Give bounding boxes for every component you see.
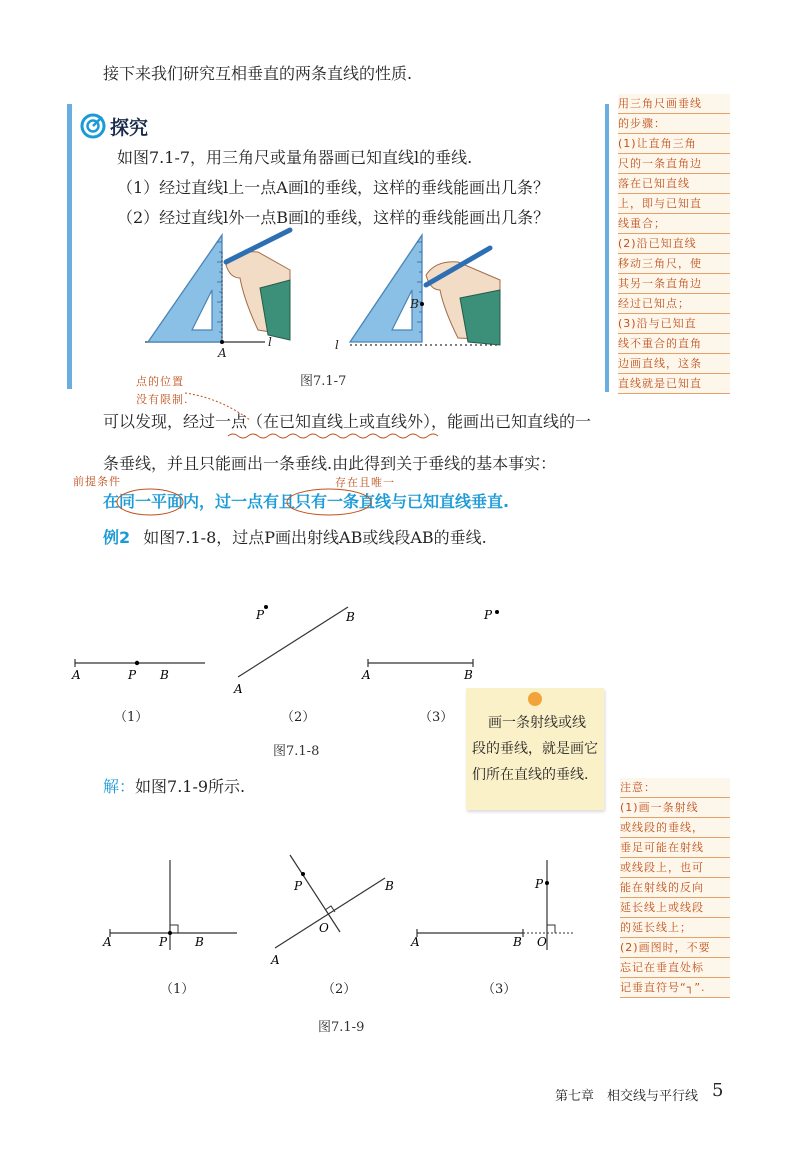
- side-note-1-line: 边画直线，这条: [618, 357, 702, 370]
- fig9-3-A: A: [411, 935, 420, 949]
- explore-item-2: （2）经过直线l外一点B画l的垂线，这样的垂线能画出几条？: [117, 208, 550, 227]
- side-note-2-line: 的延长线上；: [620, 921, 692, 934]
- fig8-2-B: B: [346, 610, 355, 624]
- explore-question: 如图7.1-7，用三角尺或量角器画已知直线l的垂线.: [117, 148, 473, 167]
- side-note-2-line: (2)画图时，不要: [620, 941, 711, 954]
- side-note-1-line: 线重合；: [618, 217, 666, 230]
- fig-label-A: A: [218, 346, 227, 360]
- side-note-1-line: (3)沿与已知直: [618, 317, 697, 330]
- fig9-1-B: B: [195, 935, 204, 949]
- side-note-1-line: 上，即与已知直: [618, 197, 702, 210]
- side-note-1-line: 用三角尺画垂线: [618, 97, 702, 110]
- fig8-num-1: （1）: [114, 710, 149, 725]
- discovery-line-1: 可以发现，经过一点（在已知直线上或直线外），能画出已知直线的一: [103, 412, 592, 431]
- fig9-3-B: B: [513, 935, 522, 949]
- side-note-1-line: (1)让直角三角: [618, 137, 697, 150]
- side-note-2-line: 或线段的垂线，: [620, 821, 704, 834]
- annotation-position-1: 点的位置: [136, 375, 184, 388]
- discovery-line-2: 条垂线，并且只能画出一条垂线.由此得到关于垂线的基本事实：: [103, 454, 557, 473]
- fig9-num-2: （2）: [322, 982, 357, 997]
- side-note-1-line: 移动三角尺，使: [618, 257, 702, 270]
- footer-chapter: 第七章 相交线与平行线: [555, 1089, 699, 1104]
- explore-side-bar: [67, 104, 72, 389]
- fig8-3-A: A: [362, 668, 371, 682]
- fig9-2-O: O: [319, 921, 329, 935]
- pin-icon: [528, 692, 542, 706]
- page-number: 5: [712, 1080, 724, 1101]
- side-note-1: [618, 94, 730, 394]
- fig8-3-B: B: [464, 668, 473, 682]
- example-2: [103, 526, 487, 550]
- side-note-1-line: 的步骤：: [618, 117, 666, 130]
- solution-label: 解：: [103, 777, 136, 796]
- figure-7-1-9: [95, 840, 585, 970]
- sticky-line-2: 段的垂线，就是画它: [472, 741, 598, 757]
- side-note-1-line: 尺的一条直角边: [618, 157, 702, 170]
- fig9-3-P: P: [535, 877, 544, 891]
- fig-label-l: l: [268, 335, 272, 349]
- sticky-note: [466, 688, 604, 810]
- explore-title: 探究: [110, 117, 149, 139]
- explore-item-1: （1）经过直线l上一点A画l的垂线，这样的垂线能画出几条？: [117, 178, 549, 197]
- explore-icon: [80, 113, 106, 143]
- side-note-1-line: 线不重合的直角: [618, 337, 702, 350]
- figure-7-1-9-caption: 图7.1-9: [318, 1020, 365, 1035]
- solution-text: 如图7.1-9所示.: [135, 777, 246, 796]
- figure-7-1-7-caption: 图7.1-7: [300, 374, 347, 389]
- side-note-2-line: 注意：: [620, 781, 656, 794]
- example-label: 例2: [103, 528, 131, 547]
- figure-7-1-7-left: [140, 230, 290, 360]
- side-note-2-line: 忘记在垂直处标: [620, 961, 704, 974]
- fig9-num-1: （1）: [160, 982, 195, 997]
- side-note-1-line: 落在已知直线: [618, 177, 690, 190]
- fig9-1-A: A: [103, 935, 112, 949]
- fig8-1-P: P: [128, 668, 137, 682]
- fig-label-B: B: [410, 297, 419, 311]
- annotation-premise: 前提条件: [73, 475, 121, 488]
- side-note-1-line: 直线就是已知直: [618, 377, 702, 390]
- fig8-2-A: A: [234, 682, 243, 696]
- side-note-1-bar: [605, 104, 609, 392]
- solution: [103, 775, 245, 799]
- fact-circles: [115, 486, 415, 520]
- side-note-2-line: 能在射线的反向: [620, 881, 704, 894]
- side-note-1-line: (2)沿已知直线: [618, 237, 697, 250]
- fig8-num-2: （2）: [281, 710, 316, 725]
- side-note-2-line: 记垂直符号“┐”.: [620, 981, 706, 994]
- wavy-underline: [228, 432, 448, 440]
- fig8-2-P: P: [256, 608, 265, 622]
- fig9-3-O: O: [537, 935, 547, 949]
- fig9-num-3: （3）: [482, 982, 517, 997]
- annotation-unique: 存在且唯一: [335, 476, 395, 489]
- fig9-2-B: B: [385, 879, 394, 893]
- fig9-1-P: P: [159, 935, 168, 949]
- example-text: 如图7.1-8，过点P画出射线AB或线段AB的垂线.: [143, 528, 487, 547]
- sticky-line-1: 画一条射线或线: [488, 715, 586, 731]
- fig8-1-B: B: [160, 668, 169, 682]
- basic-fact: 在同一平面内，过一点有且只有一条直线与已知直线垂直.: [103, 492, 510, 511]
- side-note-2-line: 垂足可能在射线: [620, 841, 704, 854]
- intro-text: 接下来我们研究互相垂直的两条直线的性质.: [103, 64, 413, 83]
- fig8-1-A: A: [72, 668, 81, 682]
- fig9-2-A: A: [271, 953, 280, 967]
- side-note-2-line: 或线段上，也可: [620, 861, 704, 874]
- side-note-2-line: 延长线上或线段: [620, 901, 704, 914]
- side-note-1-line: 经过已知点；: [618, 297, 690, 310]
- fig8-num-3: （3）: [419, 710, 454, 725]
- sticky-line-3: 们所在直线的垂线.: [472, 767, 589, 783]
- side-note-2-line: (1)画一条射线: [620, 801, 699, 814]
- fig-label-l: l: [335, 338, 339, 352]
- figure-7-1-7-right: [330, 230, 505, 360]
- side-note-2: [620, 778, 730, 998]
- side-note-1-line: 其另一条直角边: [618, 277, 702, 290]
- fig8-3-P: P: [484, 608, 493, 622]
- figure-7-1-8: [60, 595, 493, 696]
- annotation-position-2: 没有限制.: [136, 393, 189, 406]
- fig9-2-P: P: [294, 879, 303, 893]
- figure-7-1-8-caption: 图7.1-8: [273, 744, 320, 759]
